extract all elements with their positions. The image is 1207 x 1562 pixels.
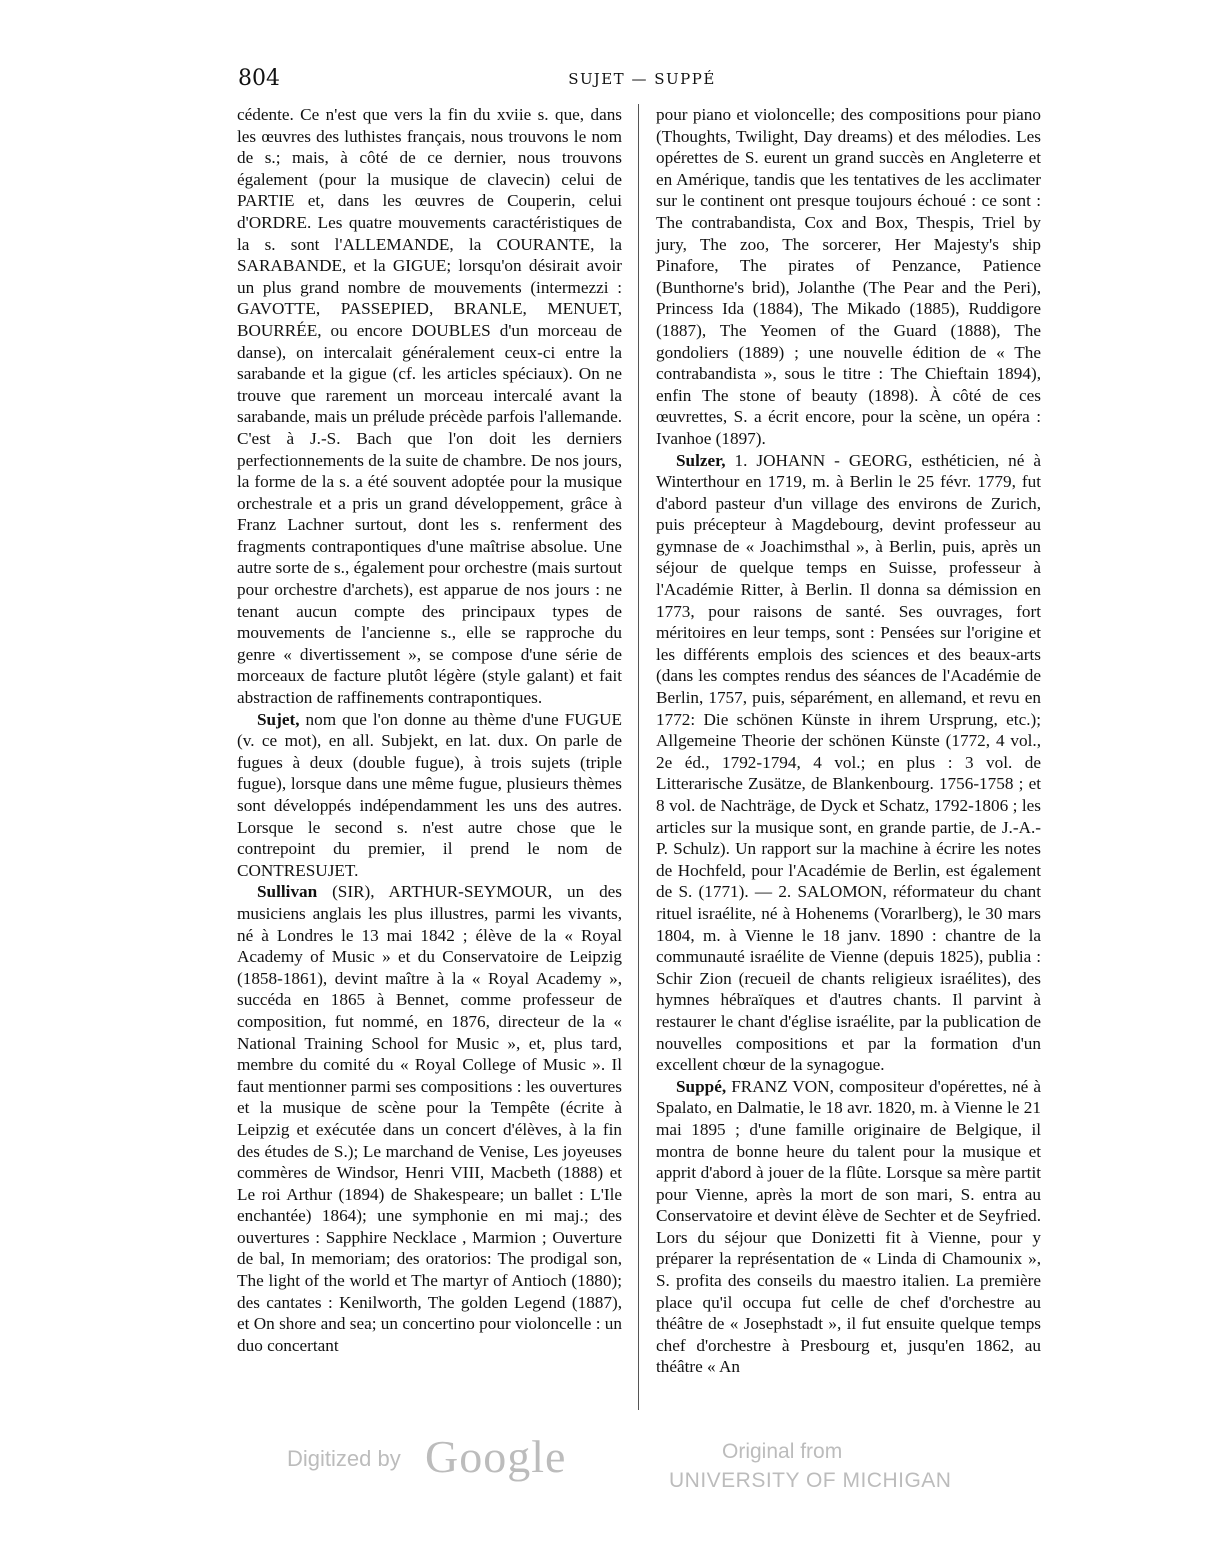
- entry-text: (SIR), ARTHUR-SEYMOUR, un des musiciens anglais les plus illustres, parmi les vivants, né à Londres le 13 mai 1842 ; élève de la « Royal Academy of Music » et du Conservatoire de Leipzig (1858-1861), devint maître à la « Royal Academy », succéda en 1865 à Bennet, comme professeur de composition, fut nommé, en 1876, directeur de la « National Training School for Music », et, plus tard, membre du comité du « Royal College of Music ». Il faut mentionner parmi ses compositions : les ouvertures et la musique de scène pour la Tempête (écrite à Leipzig et exécutée dans un concert d'élèves, à la fin des études de S.); Le marchand de Venise, Les joyeuses commères de Windsor, Henri VIII, Macbeth (1888) et Le roi Arthur (1894) de Shakespeare; un ballet : L'Ile enchantée) 1864); une symphonie en mi maj.; des ouvertures : Sapphire Necklace , Marmion ; Ouverture de bal, In memoriam; des oratorios: The prodigal son, The light of the world et The martyr of Antioch (1880); des cantates : Kenilworth, The golden Legend (1887), et On shore and sea; un concertino pour violoncelle : un duo concertant: [237, 882, 622, 1355]
- entry-headword: Sujet,: [257, 709, 300, 729]
- entry-headword: Sulzer,: [676, 450, 726, 470]
- entry-text: cédente. Ce n'est que vers la fin du xviie s. que, dans les œuvres des luthistes français, nous trouvons le nom de s.; mais, à côté de ce dernier, nous trouvons également (pour la musique de clavecin) celui de PARTIE et, dans les œuvres de Couperin, celui d'ORDRE. Les quatre mouvements caractéristiques de la s. sont l'ALLEMANDE, la COURANTE, la SARABANDE, et la GIGUE; lorsqu'on désirait avoir un plus grand nombre de mouvements (intermezzi : GAVOTTE, PASSEPIED, BRANLE, MENUET, BOURRÉE, ou encore DOUBLES d'un morceau de danse), on intercalait généralement ceux-ci entre la sarabande et la gigue (cf. les articles spéciaux). On ne trouve que rarement un morceau intercalé avant la sarabande, mais un prélude précède parfois l'allemande. C'est à J.-S. Bach que l'on doit les derniers perfectionnements de la suite de chambre. De nos jours, la forme de la s. a été souvent adoptée pour la musique orchestrale et a pris un grand développement, grâce à Franz Lachner surtout, dont les s. renferment des fragments contrapontiques d'une maîtrise absolue. Une autre sorte de s., également pour orchestre (mais surtout pour orchestre d'archets), est apparue de nos jours : ne tenant aucun compte des principaux types de mouvements de l'ancienne s., elle se rapproche du genre « divertissement », se compose d'une série de morceaux de facture plutôt légère (style galant) et fait abstraction de raffinements contrapontiques.: [237, 105, 622, 708]
- running-head: SUJET — SUPPÉ: [568, 70, 716, 88]
- original-from-label: Original from: [722, 1440, 843, 1463]
- university-label: UNIVERSITY OF MICHIGAN: [669, 1469, 952, 1492]
- entry-headword: Suppé,: [676, 1076, 727, 1096]
- entry-headword: Sullivan: [257, 882, 318, 902]
- entry-paragraph: [656, 1076, 1041, 1378]
- entry-text: 1. JOHANN - GEORG, esthéticien, né à Winterthour en 1719, m. à Berlin le 25 févr. 1779, fut d'abord pasteur d'un village des environs de Zurich, puis précepteur à Magdebourg, devint professeur au gymnase de « Joachimsthal », à Berlin, puis, après un séjour de quelque temps en Suisse, professeur à l'Académie Ritter, à Berlin. Il donna sa démission en 1773, pour raisons de santé. Ses ouvrages, fort méritoires en leur temps, sont : Pensées sur l'origine et les différents emplois des sciences et des beaux-arts (dans les comptes rendus des séances de l'Académie de Berlin, 1757, puis, séparément, en allemand, et revu en 1772: Die schönen Künste in ihrem Ursprung, etc.); Allgemeine Theorie der schönen Künste (1772, 4 vol., 2e éd., 1792-1794, 4 vol.; en plus : 3 vol. de Litterarische Zusätze, de Blankenbourg. 1756-1758 ; et 8 vol. de Nachträge, de Dyck et Schatz, 1792-1806 ; les articles sur la musique sont, en grande partie, de J.-A.-P. Schulz). Un rapport sur la machine à écrire les notes de Hochfeld, pour l'Académie de Berlin, est également de S. (1771). — 2. SALOMON, réformateur du chant rituel israélite, né à Hohenems (Vorarlberg), le 30 mars 1804, m. à Vienne le 18 janv. 1890 : chantre de la communauté israélite de Vienne (depuis 1825), publia : Schir Zion (recueil de chants religieux israélites), des hymnes hébraïques et d'autres chants. Il parvint à restaurer le chant d'église israélite, par la publication de nouvelles compositions et par la formation d'un excellent chœur de la synagogue.: [656, 450, 1041, 1075]
- entry-text: FRANZ VON, compositeur d'opérettes, né à Spalato, en Dalmatie, le 18 avr. 1820, m. à Vienne le 21 mai 1895 ; d'une famille originaire de Belgique, il montra de bonne heure du talent pour la musique et apprit d'abord à jouer de la flûte. Lorsque sa mère partit pour Vienne, après la mort de son mari, S. entra au Conservatoire et devint élève de Sechter et de Seyfried. Lors du séjour que Donizetti fit à Vienne, pour y préparer la représentation de « Linda di Chamounix », S. profita des conseils du maestro italien. La première place qu'il occupa fut celle de chef d'orchestre au théâtre de « Josephstadt », il fut ensuite quelque temps chef d'orchestre à Presbourg et, jusqu'en 1862, au théâtre « An: [656, 1076, 1041, 1377]
- digitized-by-label: Digitized by: [287, 1446, 401, 1471]
- page-header: [238, 66, 1046, 98]
- page-number: 804: [238, 66, 280, 91]
- entry-paragraph: [656, 104, 1041, 450]
- column-divider: [638, 104, 639, 1410]
- entry-paragraph: [656, 450, 1041, 1076]
- entry-paragraph: [237, 104, 622, 709]
- entry-text: nom que l'on donne au thème d'une FUGUE (v. ce mot), en all. Subjekt, en lat. dux. On parle de fugues à deux (double fugue), à trois sujets (triple fugue), lorsque dans une même fugue, plusieurs thèmes sont développés indépendamment les uns des autres. Lorsque le second s. n'est autre chose que le contrepoint du premier, il prend le nom de CONTRESUJET.: [237, 709, 622, 880]
- entry-text: pour piano et violoncelle; des compositions pour piano (Thoughts, Twilight, Day dreams) et des mélodies. Les opérettes de S. eurent un grand succès en Angleterre et en Amérique, tandis que les tentatives de les acclimater sur le continent ont presque toujours échoué : ce sont : The contrabandista, Cox and Box, Thespis, Triel by jury, The zoo, The sorcerer, Her Majesty's ship Pinafore, The pirates of Penzance, Patience (Bunthorne's brid), Jolanthe (The Pear and the Peri), Princess Ida (1884), The Mikado (1885), Ruddigore (1887), The Yeomen of the Guard (1888), The gondoliers (1889) ; une nouvelle édition de « The contrabandista », sous le titre : The Chieftain 1894), enfin The stone of beauty (1898). À côté de ces œuvrettes, S. a écrit encore, pour la scène, un opéra : Ivanhoe (1897).: [656, 105, 1041, 448]
- entry-paragraph: [237, 881, 622, 1356]
- digitization-watermark: [0, 1431, 1207, 1506]
- left-column: [237, 104, 622, 1356]
- right-column: [656, 104, 1041, 1378]
- entry-paragraph: [237, 709, 622, 882]
- google-logo: Google: [425, 1431, 567, 1482]
